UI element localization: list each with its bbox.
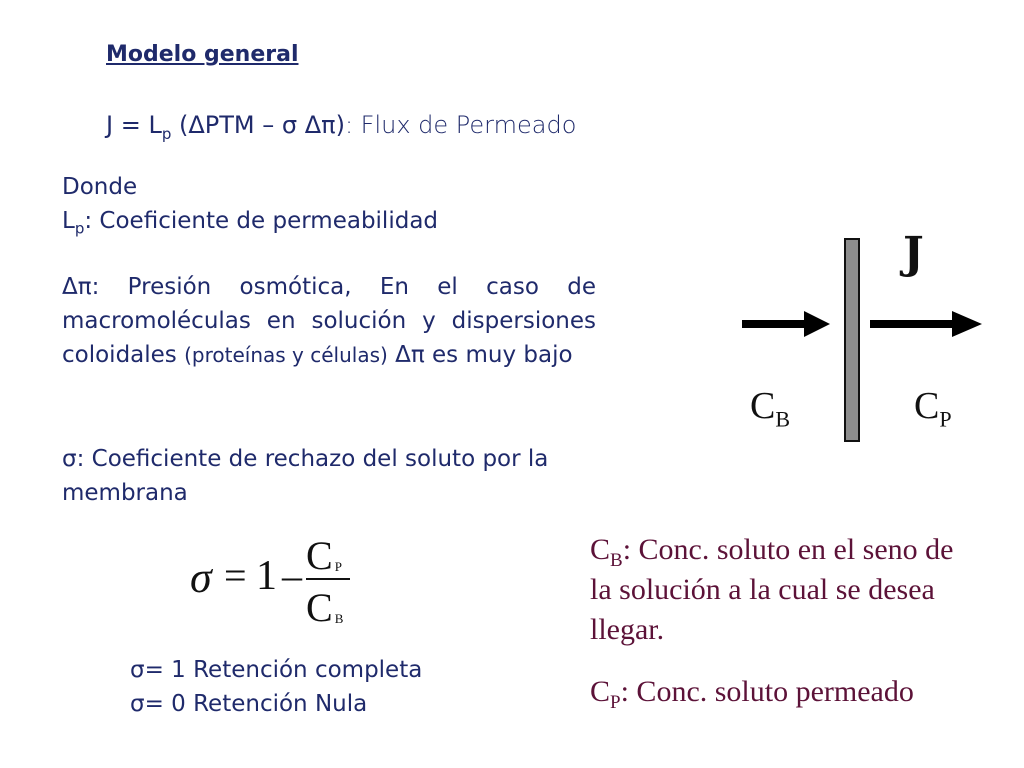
cp-def-text: : Conc. soluto permeado (620, 675, 914, 708)
cb-def-text: : Conc. soluto en el seno de la solución a la cual se desea llegar. (590, 533, 954, 646)
diagram-cp-label (914, 384, 952, 433)
eq-denominator (306, 584, 343, 631)
arrow-in-icon (742, 311, 830, 337)
ret2-symbol: σ (130, 691, 145, 717)
eq-one: 1 (256, 553, 277, 599)
pi-symbol: Δπ: (62, 274, 100, 300)
cb-def-sub: B (610, 550, 623, 571)
diagram-flux-label: J (903, 228, 924, 279)
rejection-equation (190, 530, 370, 630)
section-title: Modelo general (106, 42, 299, 67)
ret1-text: Retención completa (193, 657, 423, 683)
membrane-bar (844, 238, 860, 442)
retention-complete (130, 657, 422, 683)
eq-sigma: σ (190, 553, 212, 602)
lp-text: : Coeficiente de permeabilidad (84, 208, 439, 234)
formula-j: J = L (106, 111, 162, 139)
formula-flux-label: : Flux de Permeado (344, 111, 577, 139)
eq-num-sub: P (334, 559, 342, 574)
cp-definition (590, 672, 980, 712)
lp-symbol: L (62, 208, 75, 234)
lp-sub: p (74, 219, 85, 238)
diagram-cb-sub: B (775, 406, 791, 432)
retention-null (130, 691, 367, 717)
formula-rest: (ΔPTM – σ Δπ) (171, 111, 345, 139)
eq-equals: = (224, 553, 247, 598)
cp-def-symbol: C (590, 675, 611, 708)
cb-definition (590, 530, 980, 650)
osmotic-pressure-definition (62, 270, 596, 372)
pi-text: Presión osmótica, En el caso de macromoléculas en solución y dispersiones coloidales (62, 274, 596, 368)
diagram-cp-symbol: C (914, 385, 940, 427)
pi-small-note: (proteínas y células) (184, 343, 388, 367)
arrow-out-icon (870, 311, 982, 337)
ret1-symbol: σ= 1 (130, 657, 186, 683)
cp-def-sub: P (610, 692, 621, 713)
lp-definition (62, 204, 596, 238)
pi-end: es muy bajo (424, 342, 573, 368)
flow-arrows (738, 296, 988, 352)
eq-numerator (306, 532, 342, 579)
flux-formula (106, 111, 576, 143)
cb-def-symbol: C (590, 533, 611, 566)
eq-minus: – (282, 553, 302, 598)
eq-num-c: C (306, 533, 333, 578)
sigma-symbol: σ (62, 446, 77, 472)
formula-p-sub: p (161, 124, 172, 143)
sigma-definition (62, 442, 596, 510)
eq-den-sub: B (334, 611, 344, 626)
pi-symbol-2: Δπ (387, 342, 425, 368)
diagram-cb-label (750, 384, 790, 433)
sigma-text: : Coeficiente de rechazo del soluto por la membrana (62, 446, 549, 506)
ret2-text: = 0 Retención Nula (144, 691, 368, 717)
diagram-cb-symbol: C (750, 385, 776, 427)
donde-label: Donde (62, 174, 138, 200)
diagram-cp-sub: P (939, 406, 952, 432)
eq-fraction-bar (306, 578, 350, 580)
eq-den-c: C (306, 585, 333, 630)
